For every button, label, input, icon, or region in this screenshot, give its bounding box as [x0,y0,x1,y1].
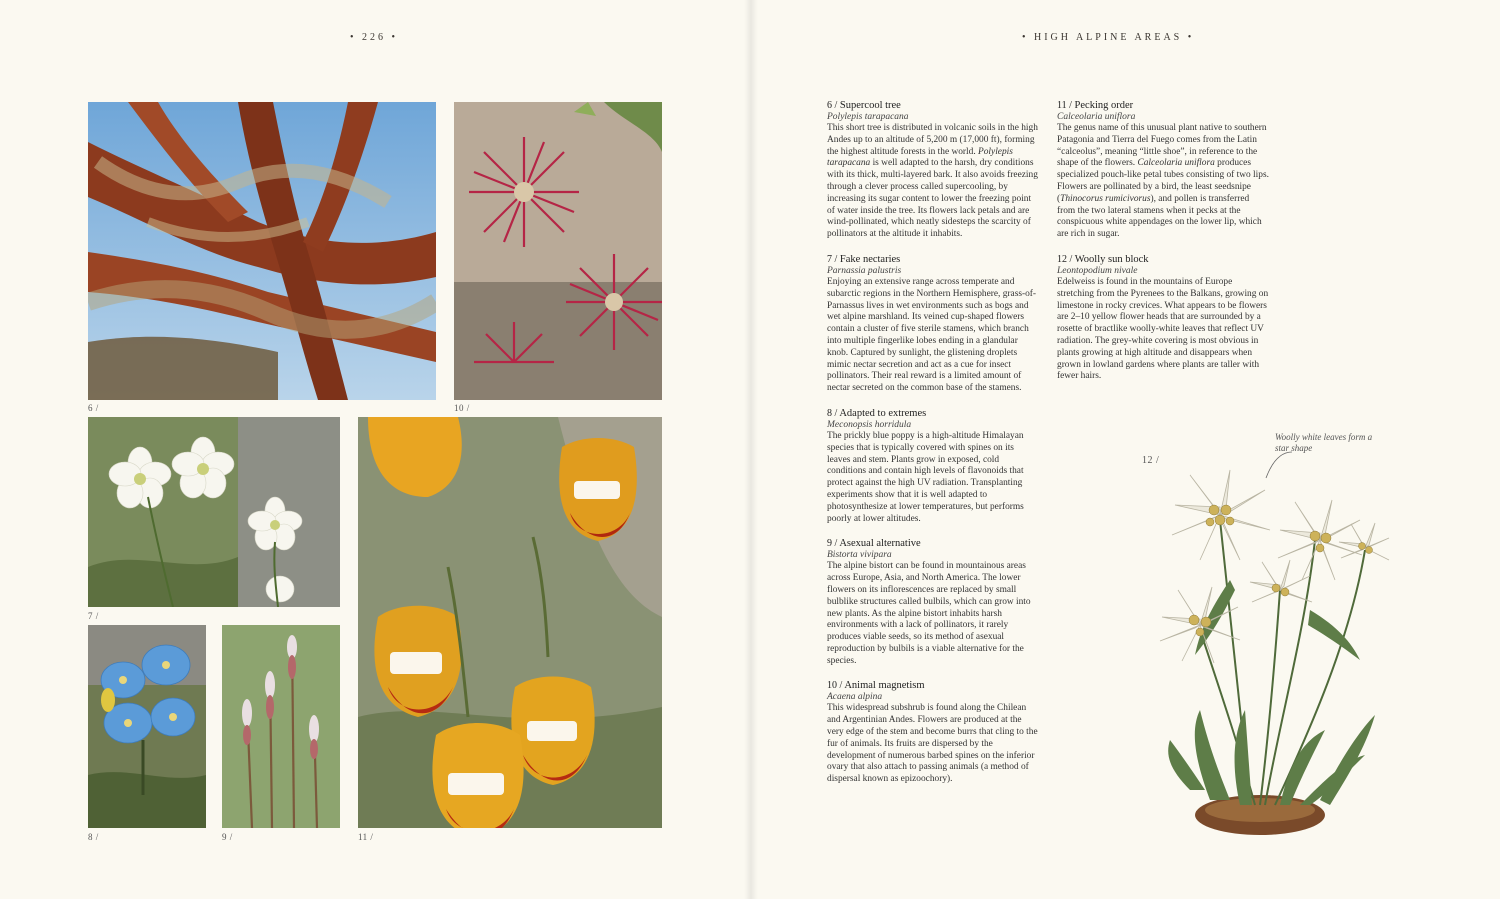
entry-number: 7 / [827,253,838,265]
parnassia-photo [88,417,340,607]
entry-latin-name: Polylepis tarapacana [827,112,909,122]
body-text: This widespread subshrub is found along the Chilean and Argentinian Andes. Flowers are produced at the very edge of the stem and become burrs that cling to the fur of animals. Its fruits are dispersed by the development of numerous barbed spines on the inferior ovary that also attach to passing animals (a method of dispersal known as epizoochory). [827,703,1038,785]
entry-latin-name: Calceolaria uniflora [1057,112,1136,122]
text-column-2 [1057,100,1269,396]
section-title: • HIGH ALPINE AREAS • [1022,32,1195,43]
entry-latin-name: Bistorta vivipara [827,550,892,561]
entry-10 [827,680,1039,786]
calceolaria-photo [358,417,662,828]
bistort-photo [222,625,340,828]
italic-latin-text: Thinocorus rumicivorus [1060,193,1151,204]
entry-number: 12 / [1057,253,1073,265]
italic-latin-text: Polylepis tarapacana [827,146,1013,169]
body-text: produces specialized pouch-like petal tubes consisting of two lips. Flowers are pollinated by a bird, the least seedsnipe ( [1057,158,1269,204]
entry-title: Fake nectaries [839,253,901,265]
entry-number: 9 / [827,538,838,550]
entry-number: 11 / [1057,100,1072,111]
entry-latin-name: Parnassia palustris [827,265,902,276]
entry-title: Woolly sun block [1074,253,1149,265]
body-text: Edelweiss is found in the mountains of Europe stretching from the Pyrenees to the Balkans, growing on limestone in rocky crevices. What appears to be flowers are 2–10 yellow flower heads that are surrounded by a rosette of bractlike woolly-white leaves that reflect UV radiation. The grey-white covering is most obvious in plants growing at high altitude and disappears when grown in lowland gardens where plants are taller with fewer hairs. [1057,276,1269,382]
illustration-callout: Woolly white leaves form a star shape [1275,432,1373,453]
figure-label: 6 / [88,403,99,413]
entry-6 [827,100,1039,241]
entry-8 [827,408,1039,525]
entry-9 [827,538,1039,667]
body-text: The genus name of this unusual plant native to southern Patagonia and Tierra del Fuego comes from the Latin “calceolus”, meaning “little shoe”, in reference to the shape of the flowers. [1057,123,1267,169]
entry-body [1057,123,1269,241]
figure-label: 10 / [454,403,470,413]
figure-label: 12 / [1142,455,1160,466]
entry-body [827,277,1039,395]
entry-body [827,703,1039,786]
supercool-tree-photo [88,102,436,400]
entry-12 [1057,254,1269,383]
entry-latin-name: Leontopodium nivale [1057,265,1138,276]
entry-number: 6 / [827,100,838,111]
figure-label: 7 / [88,611,99,621]
entry-title: Supercool tree [839,100,901,111]
body-text: Enjoying an extensive range across temperate and subarctic regions in the Northern Hemisphere, grass-of-Parnassus lives in wet environments such as bogs and wet alpine marshland. Its veined cup-shaped flowers contain a cluster of five sterile stamens, which branch into multiple fingerlike lobes ending in a glandular knob. Captured by sunlight, the glistening droplets mimic nectar secretion and act as a cue for insect pollinators. Their real reward is a limited amount of nectar secreted on the common base of the stamens. [827,276,1037,394]
body-text: The alpine bistort can be found in mountainous areas across Europe, Asia, and North America. The lower flowers on its inflorescences are replaced by small bulblike structures called bulbils, which can grow into new plants. As the alpine bistort inhabits harsh environments with a lack of pollinators, it rarely produces viable seeds, so its method of asexual reproduction by bulbils is a viable alternative for the species. [827,561,1031,666]
entry-11 [1057,100,1269,241]
blue-poppy-photo [88,625,206,828]
figure-label: 11 / [358,832,374,842]
figure-label: 9 / [222,832,233,842]
entry-title: Animal magnetism [844,680,925,692]
entry-body [1057,277,1269,383]
entry-body [827,561,1039,667]
entry-title: Adapted to extremes [839,407,927,419]
body-text: is well adapted to the harsh, dry conditions with its thick, multi-layered bark. It also avoids freezing through a clever process called supercooling, by increasing its sugar content to lower the freezing point of water inside the tree. Its flowers lack petals and are wind-pollinated, which neatly sidesteps the scarcity of pollinators at the altitude it inhabits. [827,158,1038,240]
entry-latin-name: Meconopsis horridula [827,419,912,430]
entry-number: 8 / [827,407,838,419]
entry-body [827,431,1039,525]
entry-latin-name: Acaena alpina [827,692,883,703]
acaena-alpina-photo [454,102,662,400]
text-column-1 [827,100,1039,799]
entry-title: Asexual alternative [839,538,921,550]
italic-latin-text: Calceolaria uniflora [1137,158,1215,169]
edelweiss-illustration [1140,460,1400,840]
body-text: ), and pollen is transferred from the two lateral stamens when it pecks at the conspicuous white appendages on the lower lip, which are rich in sugar. [1057,193,1262,240]
body-text: This short tree is distributed in volcanic soils in the high Andes up to an altitude of 5,200 m (17,000 ft), forming the highest altitude forests in the world. [827,123,1038,157]
entry-7 [827,254,1039,395]
body-text: The prickly blue poppy is a high-altitude Himalayan species that is typically covered with spines on its leaves and stem. Plants grow in exposed, cold conditions and contain high levels of flavonoids that protect against the high UV radiation. Transplanting experiments show that it is well adapted to photosynthesize at lower temperatures, but performs poorly at lower altitudes. [827,430,1024,524]
entry-number: 10 / [827,680,843,692]
page-number: • 226 • [350,32,399,43]
entry-title: Pecking order [1074,100,1134,111]
entry-body [827,123,1039,241]
figure-label: 8 / [88,832,99,842]
